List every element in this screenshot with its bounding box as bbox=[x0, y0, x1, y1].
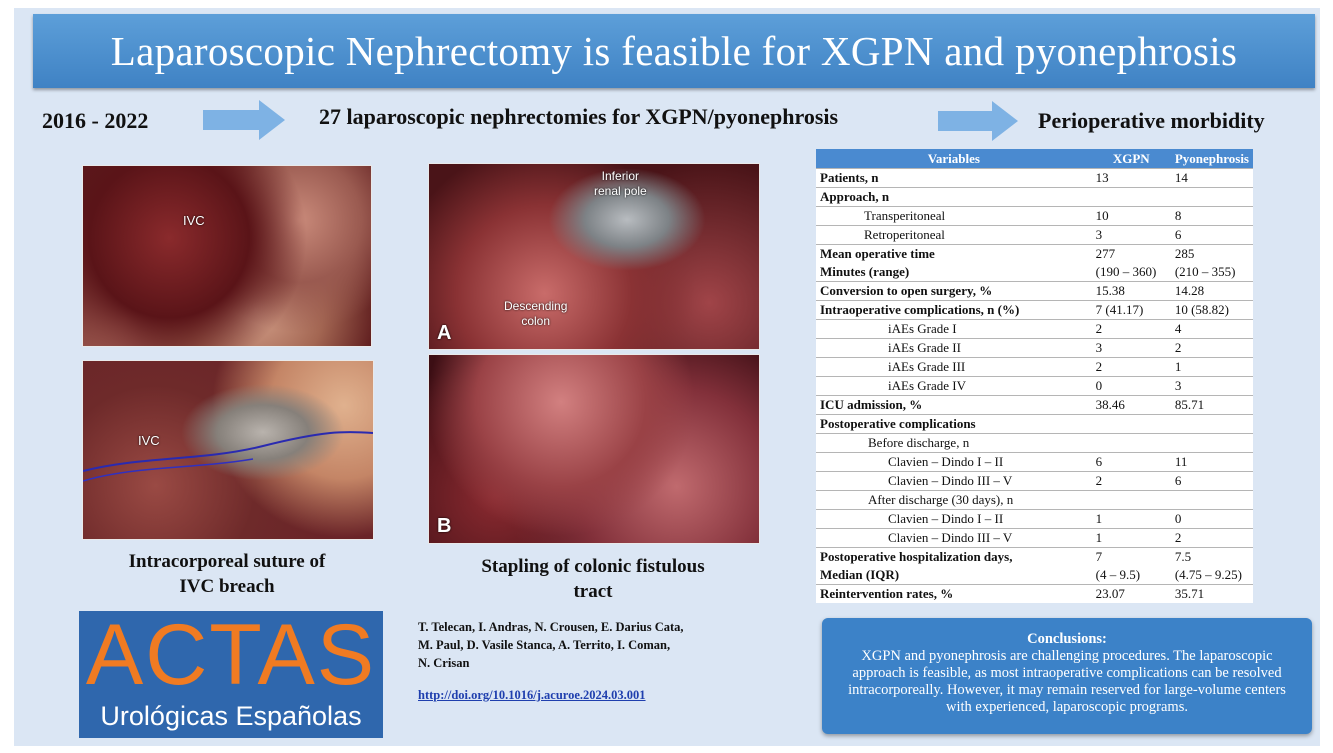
table-cell: Transperitoneal bbox=[816, 207, 1092, 226]
label-line: Descending bbox=[504, 299, 568, 313]
table-cell: 1 bbox=[1092, 510, 1171, 529]
study-period: 2016 - 2022 bbox=[42, 108, 149, 133]
table-row bbox=[816, 358, 1253, 377]
ivc-photo-top bbox=[82, 165, 372, 347]
table-row bbox=[816, 434, 1253, 453]
series-heading: 27 laparoscopic nephrectomies for XGPN/pyonephrosis bbox=[319, 104, 839, 129]
table-cell: (210 – 355) bbox=[1174, 264, 1236, 279]
caption-line: Intracorporeal suture of bbox=[128, 551, 326, 572]
table-cell: 1 bbox=[1092, 529, 1171, 548]
table-cell: 10 bbox=[1092, 207, 1171, 226]
table-cell: Patients, n bbox=[816, 169, 1092, 188]
caption-line: tract bbox=[573, 581, 613, 602]
left-caption bbox=[82, 549, 372, 599]
colon-photo-a bbox=[428, 163, 760, 350]
outcome-heading: Perioperative morbidity bbox=[1038, 108, 1265, 133]
table-cell: 85.71 bbox=[1171, 396, 1253, 415]
table-row bbox=[816, 566, 1253, 585]
table-cell bbox=[1171, 434, 1253, 453]
table-cell: 6 bbox=[1171, 472, 1253, 491]
table-cell: iAEs Grade II bbox=[816, 339, 1092, 358]
table-cell: Approach, n bbox=[816, 188, 1092, 207]
table-cell: 0 bbox=[1171, 510, 1253, 529]
table-cell: Clavien – Dindo III – V bbox=[816, 472, 1092, 491]
table-cell bbox=[1171, 188, 1253, 207]
table-cell bbox=[1092, 434, 1171, 453]
table-cell: 7.5 bbox=[1171, 548, 1253, 567]
table-row bbox=[816, 301, 1253, 320]
table-cell: 2 bbox=[1092, 320, 1171, 339]
caption-line: Stapling of colonic fistulous bbox=[481, 556, 705, 577]
table-row bbox=[816, 226, 1253, 245]
table-cell: 3 bbox=[1092, 339, 1171, 358]
table-row bbox=[816, 169, 1253, 188]
table-cell: Clavien – Dindo I – II bbox=[816, 453, 1092, 472]
table-cell: 285 bbox=[1171, 245, 1253, 264]
table-row bbox=[816, 453, 1253, 472]
table-cell: (4 – 9.5) bbox=[1095, 567, 1141, 582]
actas-logo bbox=[79, 607, 383, 738]
right-arrow-icon bbox=[938, 101, 1018, 141]
renal-pole-label bbox=[594, 169, 647, 199]
ivc-photo-bottom bbox=[82, 360, 374, 540]
table-row bbox=[816, 396, 1253, 415]
table-cell: Mean operative time bbox=[816, 245, 1092, 264]
table-cell: 14.28 bbox=[1171, 282, 1253, 301]
author-line: T. Telecan, I. Andras, N. Crousen, E. Darius Cata, bbox=[418, 620, 684, 634]
table-cell: Minutes (range) bbox=[820, 264, 910, 279]
table-cell: (190 – 360) bbox=[1095, 264, 1157, 279]
right-arrow-icon bbox=[203, 100, 285, 140]
table-row bbox=[816, 377, 1253, 396]
page-title: Laparoscopic Nephrectomy is feasible for XGPN and pyonephrosis bbox=[33, 14, 1315, 88]
table-cell: Retroperitoneal bbox=[816, 226, 1092, 245]
table-cell: Intraoperative complications, n (%) bbox=[816, 301, 1092, 320]
table-row bbox=[816, 188, 1253, 207]
table-cell: 2 bbox=[1092, 358, 1171, 377]
table-header: XGPN bbox=[1092, 149, 1171, 169]
panel-b-label: B bbox=[437, 515, 452, 537]
table-cell: 6 bbox=[1171, 226, 1253, 245]
table-header-row bbox=[816, 149, 1253, 169]
table-cell: 0 bbox=[1092, 377, 1171, 396]
table-cell: 3 bbox=[1171, 377, 1253, 396]
table-cell bbox=[1092, 491, 1171, 510]
doi-link[interactable]: http://doi.org/10.1016/j.acuroe.2024.03.001 bbox=[418, 688, 646, 702]
author-list bbox=[418, 618, 768, 672]
table-cell: 38.46 bbox=[1092, 396, 1171, 415]
descending-colon-label bbox=[504, 299, 567, 329]
table-row bbox=[816, 245, 1253, 264]
morbidity-table bbox=[816, 149, 1253, 603]
table-header: Variables bbox=[816, 149, 1092, 169]
table-row bbox=[816, 415, 1253, 434]
table-cell: 11 bbox=[1171, 453, 1253, 472]
table-cell: 2 bbox=[1092, 472, 1171, 491]
ivc-label: IVC bbox=[183, 213, 205, 228]
label-line: renal pole bbox=[594, 184, 647, 198]
table-cell: iAEs Grade I bbox=[816, 320, 1092, 339]
table-row bbox=[816, 472, 1253, 491]
table-cell bbox=[1171, 415, 1253, 434]
table-row bbox=[816, 339, 1253, 358]
caption-line: IVC breach bbox=[179, 576, 275, 597]
conclusions-title: Conclusions: bbox=[1027, 631, 1107, 647]
table-cell: iAEs Grade IV bbox=[816, 377, 1092, 396]
table-cell: 8 bbox=[1171, 207, 1253, 226]
table-cell: iAEs Grade III bbox=[816, 358, 1092, 377]
table-cell: Median (IQR) bbox=[820, 567, 900, 582]
middle-caption bbox=[428, 554, 758, 604]
table-cell: Before discharge, n bbox=[816, 434, 1092, 453]
table-cell: Postoperative complications bbox=[816, 415, 1092, 434]
label-line: colon bbox=[521, 314, 551, 328]
table-cell bbox=[1092, 415, 1171, 434]
table-cell: 3 bbox=[1092, 226, 1171, 245]
table-cell: Clavien – Dindo III – V bbox=[816, 529, 1092, 548]
table-cell: 2 bbox=[1171, 339, 1253, 358]
table-row bbox=[816, 529, 1253, 548]
table-cell: Conversion to open surgery, % bbox=[816, 282, 1092, 301]
table-cell: Reintervention rates, % bbox=[816, 585, 1092, 604]
logo-main-text: ACTAS bbox=[85, 607, 377, 703]
table-cell: 23.07 bbox=[1092, 585, 1171, 604]
author-line: M. Paul, D. Vasile Stanca, A. Territo, I. Coman, bbox=[418, 638, 671, 652]
logo-sub-text: Urológicas Españolas bbox=[100, 701, 362, 731]
ivc-label: IVC bbox=[138, 433, 160, 448]
table-cell: 2 bbox=[1171, 529, 1253, 548]
table-row bbox=[816, 263, 1253, 282]
table-row bbox=[816, 491, 1253, 510]
table-cell: (4.75 – 9.25) bbox=[1174, 567, 1242, 582]
table-row bbox=[816, 548, 1253, 567]
table-header: Pyonephrosis bbox=[1171, 149, 1253, 169]
table-cell: 13 bbox=[1092, 169, 1171, 188]
panel-a-label: A bbox=[437, 322, 452, 344]
table-cell: 6 bbox=[1092, 453, 1171, 472]
table-cell: 35.71 bbox=[1171, 585, 1253, 604]
table-cell: 277 bbox=[1092, 245, 1171, 264]
table-cell: 14 bbox=[1171, 169, 1253, 188]
conclusions-box bbox=[822, 618, 1312, 734]
table-cell: Postoperative hospitalization days, bbox=[816, 548, 1092, 567]
label-line: Inferior bbox=[601, 169, 640, 183]
table-row bbox=[816, 320, 1253, 339]
table-cell: Clavien – Dindo I – II bbox=[816, 510, 1092, 529]
colon-photo-b bbox=[428, 354, 760, 544]
table-cell: 1 bbox=[1171, 358, 1253, 377]
table-cell: After discharge (30 days), n bbox=[816, 491, 1092, 510]
table-row bbox=[816, 207, 1253, 226]
table-cell: 7 bbox=[1092, 548, 1171, 567]
table-cell: 4 bbox=[1171, 320, 1253, 339]
table-row bbox=[816, 510, 1253, 529]
table-cell: 15.38 bbox=[1092, 282, 1171, 301]
author-line: N. Crisan bbox=[418, 656, 470, 670]
suture-lines bbox=[83, 361, 373, 539]
table-cell bbox=[1092, 188, 1171, 207]
table-cell: 7 (41.17) bbox=[1092, 301, 1171, 320]
table-row bbox=[816, 282, 1253, 301]
table-cell bbox=[1171, 491, 1253, 510]
table-cell: 10 (58.82) bbox=[1171, 301, 1253, 320]
table-cell: ICU admission, % bbox=[816, 396, 1092, 415]
conclusions-text: XGPN and pyonephrosis are challenging procedures. The laparoscopic approach is feasible, as most intraoperative complications can be resolved intracorporeally. However, it may remain reserved for large-volume centers with experienced, laparoscopic programs. bbox=[848, 648, 1286, 715]
table-row bbox=[816, 585, 1253, 604]
